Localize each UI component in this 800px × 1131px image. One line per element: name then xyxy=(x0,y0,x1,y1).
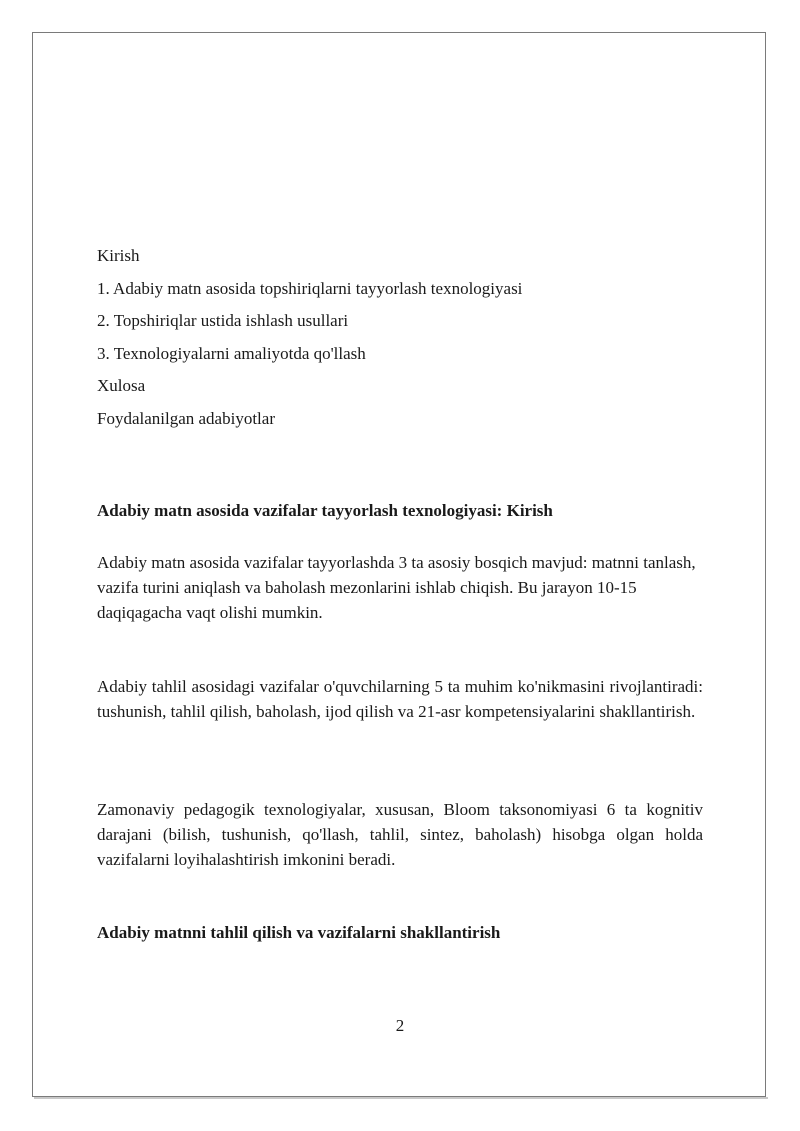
table-of-contents xyxy=(97,240,703,435)
toc-item-chapter-3: 3. Texnologiyalarni amaliyotda qo'llash xyxy=(97,343,366,363)
section-heading-intro: Adabiy matn asosida vazifalar tayyorlash texnologiyasi: Kirish xyxy=(97,501,553,520)
paragraph-skills: Adabiy tahlil asosidagi vazifalar o'quvchilarning 5 ta muhim ko'nikmasini rivojlantiradi: tushunish, tahlil qilish, baholash, ijod qilish va 21-asr kompetensiyalarini shakllantirish. xyxy=(97,677,703,721)
paragraph-stages: Adabiy matn asosida vazifalar tayyorlashda 3 ta asosiy bosqich mavjud: matnni tanlash, vazifa turini aniqlash va baholash mezonlarini ishlab chiqish. Bu jarayon 10-15 daqiqagacha vaqt olishi mumkin. xyxy=(97,553,696,622)
toc-item-references: Foydalanilgan adabiyotlar xyxy=(97,408,275,428)
paragraph-bloom: Zamonaviy pedagogik texnologiyalar, xususan, Bloom taksonomiyasi 6 ta kognitiv darajani (bilish, tushunish, qo'llash, tahlil, sintez, baholash) hisobga olgan holda vazifalarni loyihalashtirish imkonini beradi. xyxy=(97,800,703,869)
page-shadow xyxy=(34,1097,768,1099)
section-heading-analysis: Adabiy matnni tahlil qilish va vazifalarni shakllantirish xyxy=(97,923,501,942)
toc-item-intro: Kirish xyxy=(97,246,140,265)
toc-item-chapter-2: 2. Topshiriqlar ustida ishlash usullari xyxy=(97,311,349,330)
page-number: 2 xyxy=(395,1016,405,1035)
toc-item-chapter-1: 1. Adabiy matn asosida topshiriqlarni tayyorlash texnologiyasi xyxy=(97,278,523,298)
toc-item-conclusion: Xulosa xyxy=(97,376,146,395)
